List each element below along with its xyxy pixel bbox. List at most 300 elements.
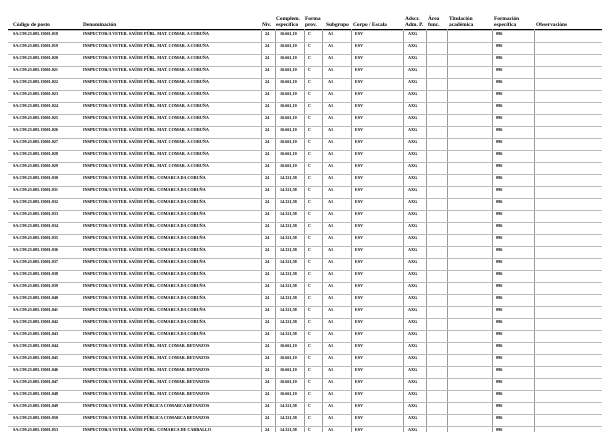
- cell-complemento: 16.661,10: [280, 91, 297, 96]
- cell-complemento: 16.661,10: [280, 67, 297, 72]
- cell-forma: C: [308, 31, 312, 36]
- cell-denominacion: INSPECTOR/A VETER. SAÚDE PÚBL. COMARCA DA CORUÑA: [83, 295, 206, 300]
- cell-codigo: SA.C99.25.005.15001.020: [13, 55, 59, 60]
- cell-complemento: 16.661,10: [280, 367, 297, 372]
- cell-adscripcion: AXG: [408, 367, 418, 372]
- header-complem-2: específico: [276, 22, 299, 28]
- cell-formacion: 096: [496, 55, 503, 60]
- cell-corpo: ESV: [355, 79, 364, 84]
- cell-niv: 24: [265, 199, 270, 204]
- cell-subgrupo: A1: [328, 319, 334, 324]
- cell-niv: 24: [265, 379, 270, 384]
- cell-adscripcion: AXG: [408, 403, 418, 408]
- cell-codigo: SA.C99.25.005.15001.043: [13, 331, 59, 336]
- cell-codigo: SA.C99.25.005.15001.031: [13, 187, 59, 192]
- cell-corpo: ESV: [355, 367, 364, 372]
- cell-corpo: ESV: [355, 139, 364, 144]
- cell-niv: 24: [265, 403, 270, 408]
- table-row: [0, 102, 615, 114]
- table-row: [0, 150, 615, 162]
- header-corpo: Corpo / Escala: [353, 22, 387, 28]
- cell-denominacion: INSPECTOR/A VETER. SAÚDE PÚBL. MAT. COMAR. BETANZOS: [83, 379, 210, 384]
- cell-adscripcion: AXG: [408, 115, 418, 120]
- cell-complemento: 16.661,10: [280, 355, 297, 360]
- cell-niv: 24: [265, 283, 270, 288]
- cell-subgrupo: A1: [328, 295, 334, 300]
- cell-denominacion: INSPECTOR/A VETER. SAÚDE PÚBL. MAT. COMAR. A CORUÑA: [83, 163, 209, 168]
- cell-complemento: 16.661,10: [280, 379, 297, 384]
- cell-forma: C: [308, 91, 312, 96]
- table-row: [0, 354, 615, 366]
- cell-formacion: 096: [496, 391, 503, 396]
- cell-codigo: SA.C99.25.005.15001.022: [13, 79, 59, 84]
- table-row: [0, 246, 615, 258]
- cell-subgrupo: A1: [328, 355, 334, 360]
- table-row: [0, 126, 615, 138]
- cell-subgrupo: A1: [328, 163, 334, 168]
- cell-corpo: ESV: [355, 319, 364, 324]
- cell-denominacion: INSPECTOR/A VETER. SAÚDE PÚBL. COMARCA DA CORUÑA: [83, 187, 206, 192]
- cell-niv: 24: [265, 175, 270, 180]
- cell-subgrupo: A1: [328, 223, 334, 228]
- cell-formacion: 096: [496, 223, 503, 228]
- table-row: [0, 174, 615, 186]
- cell-codigo: SA.C99.25.005.15001.039: [13, 283, 59, 288]
- cell-forma: C: [308, 283, 312, 288]
- cell-denominacion: INSPECTOR/A VETER. SAÚDE PÚBL. COMARCA DA CORUÑA: [83, 175, 206, 180]
- cell-niv: 24: [265, 367, 270, 372]
- cell-denominacion: INSPECTOR/A VETER. SAÚDE PÚBL. COMARCA DA CORUÑA: [83, 235, 206, 240]
- cell-niv: 24: [265, 259, 270, 264]
- cell-denominacion: INSPECTOR/A VETER. SAÚDE PÚBLICA COMARCA BETANZOS: [83, 403, 210, 408]
- cell-forma: C: [308, 151, 312, 156]
- cell-formacion: 096: [496, 211, 503, 216]
- cell-niv: 24: [265, 55, 270, 60]
- cell-adscripcion: AXG: [408, 427, 418, 432]
- cell-niv: 24: [265, 163, 270, 168]
- cell-corpo: ESV: [355, 271, 364, 276]
- table-row: [0, 222, 615, 234]
- cell-forma: C: [308, 187, 312, 192]
- cell-corpo: ESV: [355, 103, 364, 108]
- cell-adscripcion: AXG: [408, 127, 418, 132]
- cell-niv: 24: [265, 235, 270, 240]
- table-row: [0, 366, 615, 378]
- table-row: [0, 414, 615, 426]
- cell-denominacion: INSPECTOR/A VETER. SAÚDE PÚBL. MAT. COMAR. A CORUÑA: [83, 67, 209, 72]
- cell-adscripcion: AXG: [408, 283, 418, 288]
- header-forma-1: Forma: [305, 16, 321, 22]
- cell-complemento: 14.321,58: [280, 403, 297, 408]
- cell-subgrupo: A1: [328, 31, 334, 36]
- cell-adscripcion: AXG: [408, 307, 418, 312]
- cell-formacion: 096: [496, 283, 503, 288]
- cell-denominacion: INSPECTOR/A VETER. SAÚDE PÚBL. COMARCA DA CORUÑA: [83, 199, 206, 204]
- cell-formacion: 096: [496, 43, 503, 48]
- cell-formacion: 096: [496, 127, 503, 132]
- cell-adscripcion: AXG: [408, 211, 418, 216]
- cell-denominacion: INSPECTOR/A VETER. SAÚDE PÚBL. COMARCA DA CORUÑA: [83, 283, 206, 288]
- cell-codigo: SA.C99.25.005.15001.053: [13, 427, 59, 432]
- cell-niv: 24: [265, 139, 270, 144]
- cell-adscripcion: AXG: [408, 103, 418, 108]
- cell-subgrupo: A1: [328, 187, 334, 192]
- cell-codigo: SA.C99.25.005.15001.038: [13, 271, 59, 276]
- table-row: [0, 342, 615, 354]
- cell-complemento: 16.661,10: [280, 31, 297, 36]
- cell-codigo: SA.C99.25.005.15001.030: [13, 175, 59, 180]
- cell-adscripcion: AXG: [408, 223, 418, 228]
- cell-adscripcion: AXG: [408, 31, 418, 36]
- cell-corpo: ESV: [355, 211, 364, 216]
- cell-corpo: ESV: [355, 91, 364, 96]
- cell-codigo: SA.C99.25.005.15001.028: [13, 151, 59, 156]
- cell-formacion: 096: [496, 271, 503, 276]
- cell-codigo: SA.C99.25.005.15001.044: [13, 343, 59, 348]
- table-row: [0, 294, 615, 306]
- cell-complemento: 14.321,58: [280, 235, 297, 240]
- cell-niv: 24: [265, 31, 270, 36]
- cell-niv: 24: [265, 115, 270, 120]
- cell-forma: C: [308, 415, 312, 420]
- cell-denominacion: INSPECTOR/A VETER. SAÚDE PÚBL. COMARCA DA CORUÑA: [83, 223, 206, 228]
- cell-denominacion: INSPECTOR/A VETER. SAÚDE PÚBL. MAT. COMAR. BETANZOS: [83, 391, 210, 396]
- cell-subgrupo: A1: [328, 379, 334, 384]
- cell-denominacion: INSPECTOR/A VETER. SAÚDE PÚBL. MAT. COMAR. A CORUÑA: [83, 139, 209, 144]
- cell-forma: C: [308, 271, 312, 276]
- cell-denominacion: INSPECTOR/A VETER. SAÚDE PÚBL. COMARCA DA CORUÑA: [83, 259, 206, 264]
- cell-complemento: 14.321,58: [280, 175, 297, 180]
- cell-formacion: 096: [496, 175, 503, 180]
- cell-complemento: 14.321,58: [280, 307, 297, 312]
- cell-complemento: 14.321,58: [280, 319, 297, 324]
- cell-denominacion: INSPECTOR/A VETER. SAÚDE PÚBL. MAT. COMAR. BETANZOS: [83, 343, 210, 348]
- cell-corpo: ESV: [355, 31, 364, 36]
- cell-subgrupo: A1: [328, 55, 334, 60]
- cell-complemento: 16.661,10: [280, 55, 297, 60]
- cell-niv: 24: [265, 67, 270, 72]
- cell-forma: C: [308, 211, 312, 216]
- cell-corpo: ESV: [355, 163, 364, 168]
- cell-complemento: 16.661,10: [280, 151, 297, 156]
- cell-codigo: SA.C99.25.005.15001.037: [13, 259, 59, 264]
- cell-forma: C: [308, 103, 312, 108]
- table-row: [0, 54, 615, 66]
- cell-subgrupo: A1: [328, 427, 334, 432]
- cell-complemento: 14.321,58: [280, 427, 297, 432]
- cell-denominacion: INSPECTOR/A VETER. SAÚDE PÚBL. MAT. COMAR. A CORUÑA: [83, 151, 209, 156]
- cell-adscripcion: AXG: [408, 91, 418, 96]
- table-row: [0, 210, 615, 222]
- cell-complemento: 14.321,58: [280, 271, 297, 276]
- cell-codigo: SA.C99.25.005.15001.034: [13, 223, 59, 228]
- cell-denominacion: INSPECTOR/A VETER. SAÚDE PÚBL. MAT. COMAR. BETANZOS: [83, 355, 210, 360]
- cell-corpo: ESV: [355, 175, 364, 180]
- cell-subgrupo: A1: [328, 271, 334, 276]
- cell-complemento: 14.321,58: [280, 199, 297, 204]
- cell-subgrupo: A1: [328, 211, 334, 216]
- cell-codigo: SA.C99.25.005.15001.023: [13, 91, 59, 96]
- cell-forma: C: [308, 391, 312, 396]
- cell-codigo: SA.C99.25.005.15001.049: [13, 403, 59, 408]
- cell-forma: C: [308, 367, 312, 372]
- cell-subgrupo: A1: [328, 175, 334, 180]
- cell-corpo: ESV: [355, 67, 364, 72]
- cell-complemento: 16.661,10: [280, 127, 297, 132]
- cell-denominacion: INSPECTOR/A VETER. SAÚDE PÚBL. MAT. COMAR. A CORUÑA: [83, 31, 209, 36]
- cell-subgrupo: A1: [328, 43, 334, 48]
- cell-formacion: 096: [496, 295, 503, 300]
- cell-forma: C: [308, 403, 312, 408]
- cell-forma: C: [308, 319, 312, 324]
- cell-codigo: SA.C99.25.005.15001.018: [13, 31, 59, 36]
- table-row: [0, 78, 615, 90]
- cell-niv: 24: [265, 355, 270, 360]
- cell-corpo: ESV: [355, 391, 364, 396]
- table-row: [0, 270, 615, 282]
- cell-niv: 24: [265, 43, 270, 48]
- cell-adscripcion: AXG: [408, 79, 418, 84]
- table-row: [0, 282, 615, 294]
- header-adscr-2: Adm. P.: [405, 22, 424, 28]
- cell-complemento: 14.321,58: [280, 211, 297, 216]
- cell-formacion: 096: [496, 343, 503, 348]
- cell-complemento: 14.321,58: [280, 223, 297, 228]
- header-area-1: Área: [428, 16, 440, 22]
- cell-formacion: 096: [496, 163, 503, 168]
- cell-formacion: 096: [496, 331, 503, 336]
- cell-formacion: 096: [496, 91, 503, 96]
- cell-codigo: SA.C99.25.005.15001.026: [13, 127, 59, 132]
- cell-subgrupo: A1: [328, 307, 334, 312]
- cell-corpo: ESV: [355, 259, 364, 264]
- cell-denominacion: INSPECTOR/A VETER. SAÚDE PÚBL. COMARCA DA CORUÑA: [83, 331, 206, 336]
- cell-denominacion: INSPECTOR/A VETER. SAÚDE PÚBL. MAT. COMAR. A CORUÑA: [83, 103, 209, 108]
- cell-denominacion: INSPECTOR/A VETER. SAÚDE PÚBLICA COMARCA BETANZOS: [83, 415, 210, 420]
- cell-codigo: SA.C99.25.005.15001.047: [13, 379, 59, 384]
- cell-codigo: SA.C99.25.005.15001.025: [13, 115, 59, 120]
- header-area-2: func.: [428, 22, 440, 28]
- cell-corpo: ESV: [355, 223, 364, 228]
- header-formacion-1: Formación: [494, 16, 520, 22]
- cell-corpo: ESV: [355, 427, 364, 432]
- cell-formacion: 096: [496, 259, 503, 264]
- table-row: [0, 66, 615, 78]
- cell-corpo: ESV: [355, 127, 364, 132]
- cell-forma: C: [308, 427, 312, 432]
- cell-codigo: SA.C99.25.005.15001.045: [13, 355, 59, 360]
- cell-corpo: ESV: [355, 331, 364, 336]
- cell-forma: C: [308, 55, 312, 60]
- table-row: [0, 426, 615, 438]
- cell-subgrupo: A1: [328, 151, 334, 156]
- table-row: [0, 258, 615, 270]
- cell-niv: 24: [265, 187, 270, 192]
- cell-corpo: ESV: [355, 283, 364, 288]
- cell-subgrupo: A1: [328, 91, 334, 96]
- cell-subgrupo: A1: [328, 331, 334, 336]
- header-complem-1: Complem.: [276, 16, 300, 22]
- cell-complemento: 16.661,10: [280, 139, 297, 144]
- cell-formacion: 096: [496, 199, 503, 204]
- cell-niv: 24: [265, 391, 270, 396]
- cell-corpo: ESV: [355, 355, 364, 360]
- header-subgrupo: Subgrupo: [326, 22, 349, 28]
- cell-formacion: 096: [496, 115, 503, 120]
- cell-adscripcion: AXG: [408, 151, 418, 156]
- cell-forma: C: [308, 163, 312, 168]
- cell-formacion: 096: [496, 367, 503, 372]
- cell-subgrupo: A1: [328, 259, 334, 264]
- table-row: [0, 162, 615, 174]
- header-observaciones: Observacións: [536, 22, 568, 28]
- cell-formacion: 096: [496, 187, 503, 192]
- cell-formacion: 096: [496, 103, 503, 108]
- cell-niv: 24: [265, 307, 270, 312]
- cell-niv: 24: [265, 103, 270, 108]
- cell-formacion: 096: [496, 379, 503, 384]
- cell-denominacion: INSPECTOR/A VETER. SAÚDE PÚBL. MAT. COMAR. A CORUÑA: [83, 91, 209, 96]
- cell-niv: 24: [265, 295, 270, 300]
- cell-complemento: 14.321,58: [280, 247, 297, 252]
- cell-codigo: SA.C99.25.005.15001.041: [13, 307, 59, 312]
- cell-adscripcion: AXG: [408, 331, 418, 336]
- cell-forma: C: [308, 355, 312, 360]
- cell-adscripcion: AXG: [408, 271, 418, 276]
- cell-forma: C: [308, 79, 312, 84]
- cell-denominacion: INSPECTOR/A VETER. SAÚDE PÚBL. MAT. COMAR. BETANZOS: [83, 367, 210, 372]
- cell-corpo: ESV: [355, 235, 364, 240]
- cell-adscripcion: AXG: [408, 43, 418, 48]
- cell-niv: 24: [265, 211, 270, 216]
- cell-corpo: ESV: [355, 199, 364, 204]
- cell-forma: C: [308, 295, 312, 300]
- cell-adscripcion: AXG: [408, 319, 418, 324]
- cell-subgrupo: A1: [328, 127, 334, 132]
- cell-niv: 24: [265, 343, 270, 348]
- cell-corpo: ESV: [355, 295, 364, 300]
- cell-forma: C: [308, 139, 312, 144]
- cell-subgrupo: A1: [328, 79, 334, 84]
- cell-adscripcion: AXG: [408, 235, 418, 240]
- cell-codigo: SA.C99.25.005.15001.042: [13, 319, 59, 324]
- cell-formacion: 096: [496, 427, 503, 432]
- cell-adscripcion: AXG: [408, 139, 418, 144]
- cell-complemento: 14.321,58: [280, 331, 297, 336]
- cell-forma: C: [308, 199, 312, 204]
- cell-codigo: SA.C99.25.005.15001.048: [13, 391, 59, 396]
- cell-codigo: SA.C99.25.005.15001.050: [13, 415, 59, 420]
- cell-adscripcion: AXG: [408, 343, 418, 348]
- cell-formacion: 096: [496, 319, 503, 324]
- cell-subgrupo: A1: [328, 67, 334, 72]
- cell-denominacion: INSPECTOR/A VETER. SAÚDE PÚBL. COMARCA DA CORUÑA: [83, 211, 206, 216]
- header-forma-2: prov.: [305, 22, 317, 28]
- cell-complemento: 14.321,58: [280, 415, 297, 420]
- table-row: [0, 402, 615, 414]
- cell-subgrupo: A1: [328, 199, 334, 204]
- cell-adscripcion: AXG: [408, 259, 418, 264]
- cell-formacion: 096: [496, 415, 503, 420]
- cell-forma: C: [308, 307, 312, 312]
- cell-complemento: 16.661,10: [280, 79, 297, 84]
- header-titulacion-1: Titulación: [449, 16, 473, 22]
- cell-denominacion: INSPECTOR/A VETER. SAÚDE PÚBL. COMARCA DA CORUÑA: [83, 307, 206, 312]
- cell-forma: C: [308, 247, 312, 252]
- cell-formacion: 096: [496, 79, 503, 84]
- table-row: [0, 186, 615, 198]
- cell-codigo: SA.C99.25.005.15001.019: [13, 43, 59, 48]
- cell-niv: 24: [265, 319, 270, 324]
- cell-adscripcion: AXG: [408, 355, 418, 360]
- cell-denominacion: INSPECTOR/A VETER. SAÚDE PÚBL. COMARCA DA CORUÑA: [83, 271, 206, 276]
- cell-codigo: SA.C99.25.005.15001.032: [13, 199, 59, 204]
- cell-denominacion: INSPECTOR/A VETER. SAÚDE PÚBL. MAT. COMAR. A CORUÑA: [83, 43, 209, 48]
- table-row: [0, 114, 615, 126]
- cell-adscripcion: AXG: [408, 379, 418, 384]
- cell-adscripcion: AXG: [408, 187, 418, 192]
- cell-corpo: ESV: [355, 115, 364, 120]
- cell-corpo: ESV: [355, 247, 364, 252]
- table-row: [0, 90, 615, 102]
- cell-formacion: 096: [496, 307, 503, 312]
- cell-corpo: ESV: [355, 379, 364, 384]
- header-titulacion-2: académica: [449, 22, 474, 28]
- cell-subgrupo: A1: [328, 247, 334, 252]
- cell-forma: C: [308, 235, 312, 240]
- cell-complemento: 16.661,10: [280, 391, 297, 396]
- cell-complemento: 14.321,58: [280, 187, 297, 192]
- cell-forma: C: [308, 223, 312, 228]
- table-row: [0, 198, 615, 210]
- cell-formacion: 096: [496, 403, 503, 408]
- cell-subgrupo: A1: [328, 367, 334, 372]
- cell-subgrupo: A1: [328, 103, 334, 108]
- cell-codigo: SA.C99.25.005.15001.024: [13, 103, 59, 108]
- cell-denominacion: INSPECTOR/A VETER. SAÚDE PÚBL. COMARCA DE CARBALLO: [83, 427, 212, 432]
- cell-niv: 24: [265, 127, 270, 132]
- table-row: [0, 330, 615, 342]
- cell-subgrupo: A1: [328, 115, 334, 120]
- cell-niv: 24: [265, 223, 270, 228]
- cell-forma: C: [308, 331, 312, 336]
- table-row: [0, 138, 615, 150]
- cell-niv: 24: [265, 415, 270, 420]
- cell-codigo: SA.C99.25.005.15001.035: [13, 235, 59, 240]
- cell-complemento: 16.661,10: [280, 163, 297, 168]
- table-row: [0, 42, 615, 54]
- cell-complemento: 16.661,10: [280, 343, 297, 348]
- table-row: [0, 234, 615, 246]
- cell-niv: 24: [265, 271, 270, 276]
- cell-corpo: ESV: [355, 151, 364, 156]
- cell-denominacion: INSPECTOR/A VETER. SAÚDE PÚBL. COMARCA DA CORUÑA: [83, 247, 206, 252]
- cell-codigo: SA.C99.25.005.15001.046: [13, 367, 59, 372]
- cell-forma: C: [308, 115, 312, 120]
- cell-corpo: ESV: [355, 415, 364, 420]
- cell-complemento: 14.321,58: [280, 259, 297, 264]
- cell-forma: C: [308, 67, 312, 72]
- cell-denominacion: INSPECTOR/A VETER. SAÚDE PÚBL. MAT. COMAR. A CORUÑA: [83, 79, 209, 84]
- cell-adscripcion: AXG: [408, 415, 418, 420]
- cell-subgrupo: A1: [328, 139, 334, 144]
- cell-denominacion: INSPECTOR/A VETER. SAÚDE PÚBL. MAT. COMAR. A CORUÑA: [83, 55, 209, 60]
- table-row: [0, 30, 615, 42]
- cell-complemento: 16.661,10: [280, 115, 297, 120]
- cell-adscripcion: AXG: [408, 199, 418, 204]
- cell-adscripcion: AXG: [408, 55, 418, 60]
- cell-forma: C: [308, 379, 312, 384]
